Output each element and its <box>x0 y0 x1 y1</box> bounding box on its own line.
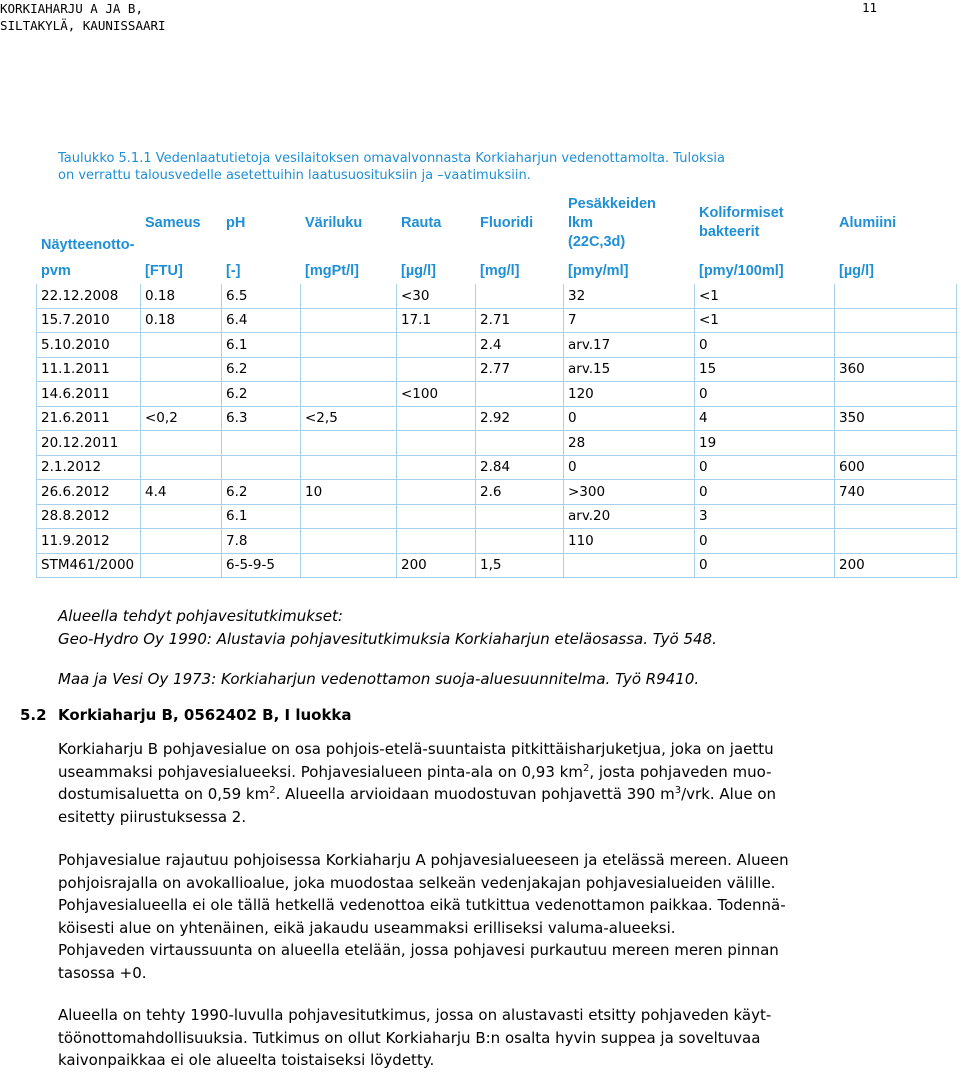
para1-line-3a: dostumisaluetta on 0,59 km <box>58 785 270 803</box>
para3-line-3: kaivonpaikkaa ei ole alueelta toistaiseksi löydetty. <box>58 1051 435 1069</box>
table-cell <box>301 333 397 358</box>
table-cell <box>397 357 476 382</box>
table-row <box>37 284 957 309</box>
header-koliformiset <box>695 189 835 258</box>
header-line-2: SILTAKYLÄ, KAUNISSAARI <box>0 18 166 33</box>
table-cell: STM461/2000 <box>37 553 141 578</box>
table-cell <box>397 504 476 529</box>
table-cell: 4.4 <box>141 480 222 505</box>
table-cell: 0 <box>695 553 835 578</box>
header-naytteenotto: Näytteenotto- <box>37 189 141 258</box>
section-title: Korkiaharju B, 0562402 B, I luokka <box>58 706 352 724</box>
table-cell <box>397 480 476 505</box>
unit-cell: [pmy/ml] <box>564 258 695 284</box>
table-cell: 2.1.2012 <box>37 455 141 480</box>
paragraph-3 <box>58 1004 958 1072</box>
para2-line-5: Pohjaveden virtaussuunta on alueella etelään, jossa pohjavesi purkautuu mereen meren pinnan <box>58 941 779 959</box>
table-cell <box>141 357 222 382</box>
table-cell: 28.8.2012 <box>37 504 141 529</box>
header-line-1: KORKIAHARJU A JA B, <box>0 1 143 16</box>
table-cell <box>301 529 397 554</box>
table-cell: 6.1 <box>222 333 301 358</box>
para1-line-2b: , josta pohjaveden muo- <box>589 762 772 781</box>
para1-line-4: esitetty piirustuksessa 2. <box>58 807 247 826</box>
superscript: 2 <box>269 785 276 796</box>
header-pesakkeiden <box>564 189 695 258</box>
table-cell <box>141 529 222 554</box>
table-cell: 6.2 <box>222 382 301 407</box>
table-cell: 21.6.2011 <box>37 406 141 431</box>
table-cell <box>397 333 476 358</box>
unit-cell: [µg/l] <box>397 258 476 284</box>
table-cell: 5.10.2010 <box>37 333 141 358</box>
table-cell: 28 <box>564 431 695 456</box>
caption-line-1: Taulukko 5.1.1 Vedenlaatutietoja vesilaitoksen omavalvonnasta Korkiaharjun vedenottamolta. Tuloksia <box>58 151 725 166</box>
table-cell <box>835 504 957 529</box>
table-cell: >300 <box>564 480 695 505</box>
table-cell: 32 <box>564 284 695 309</box>
table-cell: <100 <box>397 382 476 407</box>
table-cell: 10 <box>301 480 397 505</box>
table-row <box>37 308 957 333</box>
table-cell: 0 <box>695 382 835 407</box>
table-cell <box>835 431 957 456</box>
table-cell <box>564 553 695 578</box>
table-cell <box>835 382 957 407</box>
table-cell: arv.15 <box>564 357 695 382</box>
table-cell <box>476 431 564 456</box>
table-cell <box>301 504 397 529</box>
table-cell: 2.92 <box>476 406 564 431</box>
superscript: 2 <box>582 762 590 774</box>
table-row <box>37 357 957 382</box>
table-cell: 2.71 <box>476 308 564 333</box>
header-fluoridi: Fluoridi <box>476 189 564 258</box>
table-cell <box>301 308 397 333</box>
header-rauta: Rauta <box>397 189 476 258</box>
table-cell <box>301 431 397 456</box>
table-cell: 0 <box>695 529 835 554</box>
table-cell <box>835 333 957 358</box>
table-row <box>37 431 957 456</box>
table-cell <box>835 284 957 309</box>
table-cell: 1,5 <box>476 553 564 578</box>
table-cell: 0.18 <box>141 284 222 309</box>
caption-line-2: on verrattu talousvedelle asetettuihin laatusuosituksiin ja –vaatimuksiin. <box>58 168 531 183</box>
table-cell <box>397 529 476 554</box>
table-cell: 360 <box>835 357 957 382</box>
table-cell: 11.9.2012 <box>37 529 141 554</box>
header-pesakkeiden-line-3: (22C,3d) <box>568 233 626 250</box>
table-cell: 15 <box>695 357 835 382</box>
studies-heading: Alueella tehdyt pohjavesitutkimukset: <box>58 607 343 625</box>
table-cell: <0,2 <box>141 406 222 431</box>
studies-block <box>58 605 958 691</box>
para2-line-6: tasossa +0. <box>58 963 147 982</box>
table-cell: 7 <box>564 308 695 333</box>
table-cell <box>397 406 476 431</box>
table-cell: 4 <box>695 406 835 431</box>
water-quality-table <box>36 188 957 578</box>
table-row <box>37 455 957 480</box>
table-cell: 22.12.2008 <box>37 284 141 309</box>
header-alumiini: Alumiini <box>835 189 957 258</box>
table-cell: 2.84 <box>476 455 564 480</box>
paragraph-2 <box>58 849 958 984</box>
table-cell <box>141 382 222 407</box>
table-cell: 3 <box>695 504 835 529</box>
table-units-row <box>37 258 957 284</box>
para2-line-1: Pohjavesialue rajautuu pohjoisessa Korkiaharju A pohjavesialueeseen ja etelässä mereen. Alueen <box>58 851 789 869</box>
superscript: 3 <box>674 785 682 796</box>
table-cell: 15.7.2010 <box>37 308 141 333</box>
para1-line-1: Korkiaharju B pohjavesialue on osa pohjois-etelä-suuntaista pitkittäisharjuketjua, joka on jaettu <box>58 740 774 758</box>
study-item-1: Geo-Hydro Oy 1990: Alustavia pohjavesitutkimuksia Korkiaharjun eteläosassa. Työ 548. <box>58 629 717 648</box>
table-cell: 17.1 <box>397 308 476 333</box>
table-row <box>37 553 957 578</box>
table-cell: <2,5 <box>301 406 397 431</box>
table-cell: 0 <box>695 480 835 505</box>
table-cell <box>141 455 222 480</box>
table-row <box>37 529 957 554</box>
table-cell: <1 <box>695 284 835 309</box>
table-cell: 6-5-9-5 <box>222 553 301 578</box>
para2-line-3: Pohjavesialueella ei ole tällä hetkellä vedenottoa eikä tutkittua vedenottamon paikkaa. Todennä- <box>58 896 786 914</box>
table-cell: 200 <box>835 553 957 578</box>
header-pesakkeiden-line-1: Pesäkkeiden <box>568 195 656 212</box>
table-cell <box>301 284 397 309</box>
table-cell: 26.6.2012 <box>37 480 141 505</box>
para2-line-2: pohjoisrajalla on avokallioalue, joka muodostaa selkeän vedenjakajan pohjavesialueiden välille. <box>58 873 776 892</box>
table-cell: arv.20 <box>564 504 695 529</box>
header-koli-line-1: Koliformiset <box>699 205 784 221</box>
study-item-2: Maa ja Vesi Oy 1973: Korkiaharjun vedenottamon suoja-aluesuunnitelma. Työ R9410. <box>58 670 700 688</box>
table-row <box>37 504 957 529</box>
table-cell: 6.5 <box>222 284 301 309</box>
para3-line-2: töönottomahdollisuuksia. Tutkimus on ollut Korkiaharju B:n osalta hyvin suppea ja soveltuvaa <box>58 1028 761 1047</box>
para3-line-1: Alueella on tehty 1990-luvulla pohjavesitutkimus, jossa on alustavasti etsitty pohjaveden käyt- <box>58 1006 772 1024</box>
running-header <box>0 0 166 34</box>
table-cell <box>301 553 397 578</box>
table-cell <box>141 333 222 358</box>
table-cell: 110 <box>564 529 695 554</box>
table-row <box>37 382 957 407</box>
header-ph: pH <box>222 189 301 258</box>
table-cell: 11.1.2011 <box>37 357 141 382</box>
table-cell: 200 <box>397 553 476 578</box>
unit-cell: [FTU] <box>141 258 222 284</box>
header-pesakkeiden-line-2: lkm <box>568 214 593 231</box>
table-row <box>37 480 957 505</box>
table-cell: 600 <box>835 455 957 480</box>
table-cell <box>301 357 397 382</box>
table-cell: 6.2 <box>222 480 301 505</box>
table-cell <box>397 455 476 480</box>
unit-cell: [mgPt/l] <box>301 258 397 284</box>
table-cell: 19 <box>695 431 835 456</box>
table-cell: 2.4 <box>476 333 564 358</box>
para1-line-3c: /vrk. Alue on <box>681 785 777 803</box>
table-cell <box>835 308 957 333</box>
table-cell: 120 <box>564 382 695 407</box>
table-cell: 14.6.2011 <box>37 382 141 407</box>
table-cell <box>835 529 957 554</box>
table-cell: <1 <box>695 308 835 333</box>
table-cell: 20.12.2011 <box>37 431 141 456</box>
section-heading <box>20 706 352 724</box>
table-cell <box>397 431 476 456</box>
para1-line-3 <box>58 783 958 806</box>
table-cell <box>222 431 301 456</box>
table-cell: 0 <box>695 333 835 358</box>
page-number: 11 <box>862 0 878 15</box>
header-koli-line-2: bakteerit <box>699 224 760 240</box>
table-caption <box>58 150 948 184</box>
unit-cell: pvm <box>37 258 141 284</box>
table-cell: 6.1 <box>222 504 301 529</box>
table-cell: <30 <box>397 284 476 309</box>
para2-line-4: köisesti alue on yhtenäinen, eikä jakaudu useammaksi erilliseksi valuma-alueeksi. <box>58 918 676 937</box>
table-cell: arv.17 <box>564 333 695 358</box>
table-cell <box>222 455 301 480</box>
table-cell <box>476 504 564 529</box>
section-number: 5.2 <box>20 706 47 724</box>
table-cell: 7.8 <box>222 529 301 554</box>
table-cell <box>476 382 564 407</box>
table-cell <box>476 529 564 554</box>
para1-line-3b: . Alueella arvioidaan muodostuvan pohjavettä 390 m <box>275 785 675 803</box>
table-cell <box>141 504 222 529</box>
table-cell: 0.18 <box>141 308 222 333</box>
unit-cell: [µg/l] <box>835 258 957 284</box>
table-cell: 6.3 <box>222 406 301 431</box>
table-cell <box>301 382 397 407</box>
table-cell: 740 <box>835 480 957 505</box>
table-cell <box>476 284 564 309</box>
table-row <box>37 406 957 431</box>
table-cell: 0 <box>564 406 695 431</box>
table-cell: 2.77 <box>476 357 564 382</box>
table-cell: 350 <box>835 406 957 431</box>
header-sameus: Sameus <box>141 189 222 258</box>
table-cell: 2.6 <box>476 480 564 505</box>
table-header-row <box>37 189 957 258</box>
table-row <box>37 333 957 358</box>
table-cell: 6.2 <box>222 357 301 382</box>
table-cell: 6.4 <box>222 308 301 333</box>
para1-line-2 <box>58 761 958 784</box>
paragraph-1 <box>58 738 958 828</box>
header-variluku: Väriluku <box>301 189 397 258</box>
table-cell: 0 <box>695 455 835 480</box>
para1-line-2a: useammaksi pohjavesialueeksi. Pohjavesialueen pinta-ala on 0,93 km <box>58 762 583 781</box>
unit-cell: [-] <box>222 258 301 284</box>
unit-cell: [pmy/100ml] <box>695 258 835 284</box>
unit-cell: [mg/l] <box>476 258 564 284</box>
table-cell <box>141 553 222 578</box>
table-cell: 0 <box>564 455 695 480</box>
table-cell <box>301 455 397 480</box>
table-cell <box>141 431 222 456</box>
